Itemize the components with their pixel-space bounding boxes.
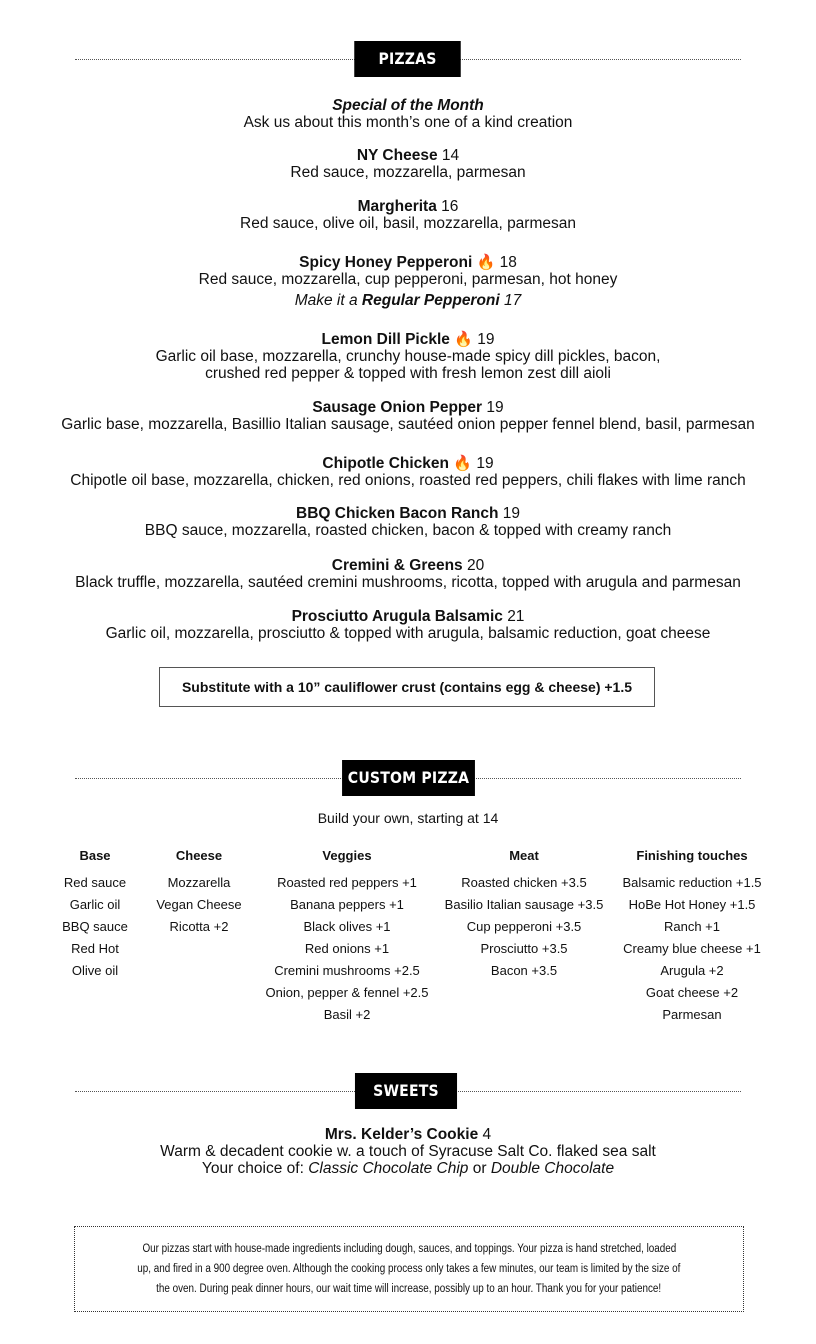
option: Mozzarella <box>167 875 231 890</box>
item-desc: Black truffle, mozzarella, sautéed cremini mushrooms, ricotta, topped with arugula and parmesan <box>75 574 741 591</box>
item-desc-line2: crushed red pepper & topped with fresh lemon zest dill aioli <box>205 365 611 382</box>
menu-item-sausage-onion-pepper <box>20 399 796 433</box>
item-desc: BBQ sauce, mozzarella, roasted chicken, bacon & topped with creamy ranch <box>144 522 672 539</box>
item-name: Spicy Honey Pepperoni <box>299 254 473 271</box>
fire-icon: 🔥 <box>476 254 496 271</box>
option: Red Hot <box>71 941 119 956</box>
alt-name: Regular Pepperoni <box>361 292 500 309</box>
item-price: 14 <box>441 147 460 164</box>
option: HoBe Hot Honey +1.5 <box>628 897 756 912</box>
menu-item-ny-cheese <box>20 147 796 181</box>
custom-pizza-section-header <box>75 760 741 796</box>
option: Basilio Italian sausage +3.5 <box>444 897 604 912</box>
option: Black olives +1 <box>303 919 391 934</box>
menu-item-chipotle-chicken <box>20 455 796 489</box>
alt-price: 17 <box>499 292 522 309</box>
column-heading: Meat <box>509 848 539 863</box>
option: Red onions +1 <box>304 941 390 956</box>
option: Arugula +2 <box>660 963 724 978</box>
item-price: 4 <box>482 1126 492 1143</box>
choice-prefix: Your choice of: <box>201 1160 309 1177</box>
item-price: 16 <box>441 198 459 215</box>
item-price: 19 <box>486 399 504 416</box>
item-price: 20 <box>467 557 485 574</box>
option: Roasted red peppers +1 <box>277 875 417 890</box>
sweets-section-header <box>75 1073 741 1109</box>
item-name: BBQ Chicken Bacon Ranch <box>296 505 499 522</box>
build-your-own-intro: Build your own, starting at 14 <box>317 810 499 826</box>
option: Balsamic reduction +1.5 <box>622 875 762 890</box>
item-price: 19 <box>502 505 520 522</box>
option: Onion, pepper & fennel +2.5 <box>265 985 429 1000</box>
item-price: 19 <box>476 455 494 472</box>
option: Cremini mushrooms +2.5 <box>274 963 420 978</box>
column-veggies <box>250 848 444 1026</box>
item-price: 19 <box>477 331 495 348</box>
section-title-custom-pizza: CUSTOM PIZZA <box>342 760 475 796</box>
option: Garlic oil <box>69 897 121 912</box>
option: Goat cheese +2 <box>645 985 739 1000</box>
section-title-sweets: SWEETS <box>355 1073 457 1109</box>
option: Parmesan <box>662 1007 722 1022</box>
item-desc: Garlic oil base, mozzarella, crunchy house-made spicy dill pickles, bacon, <box>155 348 661 365</box>
item-desc: Red sauce, olive oil, basil, mozzarella, parmesan <box>240 215 576 232</box>
fire-icon: 🔥 <box>454 331 473 348</box>
option: Creamy blue cheese +1 <box>623 941 761 956</box>
item-price: 18 <box>499 254 517 271</box>
item-name: Prosciutto Arugula Balsamic <box>291 608 503 625</box>
item-price: 21 <box>507 608 525 625</box>
fire-icon: 🔥 <box>453 455 473 472</box>
column-meat <box>434 848 614 982</box>
menu-item-cookie <box>20 1126 796 1177</box>
special-title: Special of the Month <box>332 97 484 114</box>
menu-item-spicy-honey-pepperoni <box>20 254 796 309</box>
item-desc: Red sauce, mozzarella, cup pepperoni, parmesan, hot honey <box>198 271 618 288</box>
item-desc: Red sauce, mozzarella, parmesan <box>290 164 526 181</box>
option: Banana peppers +1 <box>290 897 404 912</box>
menu-item-prosciutto-arugula-balsamic <box>20 608 796 642</box>
item-name: NY Cheese <box>356 147 438 164</box>
item-desc: Warm & decadent cookie w. a touch of Syracuse Salt Co. flaked sea salt <box>160 1143 656 1160</box>
pizzas-section-header <box>75 41 741 77</box>
option: Bacon +3.5 <box>490 963 558 978</box>
item-desc: Garlic base, mozzarella, Basillio Italian sausage, sautéed onion pepper fennel blend, basil, parmesan <box>61 416 755 433</box>
option: Red sauce <box>63 875 127 890</box>
column-heading: Veggies <box>322 848 372 863</box>
notice-line: up, and fired in a 900 degree oven. Although the cooking process only takes a few minutes, our team is limited by the size of <box>137 1263 681 1275</box>
column-cheese <box>146 848 252 938</box>
column-base <box>50 848 140 982</box>
special-desc: Ask us about this month’s one of a kind creation <box>243 114 573 131</box>
column-heading: Cheese <box>175 848 223 863</box>
notice-line: the oven. During peak dinner hours, our wait time will increase, possibly up to an hour. Thank you for your patience! <box>156 1283 662 1295</box>
item-name: Lemon Dill Pickle <box>321 331 450 348</box>
menu-item-bbq-chicken-bacon-ranch <box>20 505 796 539</box>
menu-item-cremini-greens <box>20 557 796 591</box>
cauliflower-crust-note: Substitute with a 10” cauliflower crust (contains egg & cheese) +1.5 <box>159 667 655 707</box>
item-desc: Garlic oil, mozzarella, prosciutto & topped with arugula, balsamic reduction, goat cheese <box>105 625 711 642</box>
item-name: Chipotle Chicken <box>322 455 450 472</box>
option: Cup pepperoni +3.5 <box>466 919 582 934</box>
menu-item-lemon-dill-pickle <box>20 331 796 382</box>
special-of-month <box>20 97 796 131</box>
section-title-pizzas: PIZZAS <box>354 41 460 77</box>
item-name: Margherita <box>357 198 437 215</box>
option: Prosciutto +3.5 <box>480 941 568 956</box>
regular-pepperoni-option <box>20 292 796 309</box>
item-name: Sausage Onion Pepper <box>312 399 483 416</box>
option: Ricotta +2 <box>169 919 229 934</box>
choice-classic: Classic Chocolate Chip <box>308 1160 469 1177</box>
column-heading: Base <box>79 848 111 863</box>
column-finishing-touches <box>608 848 776 1026</box>
menu-item-margherita <box>20 198 796 232</box>
column-heading: Finishing touches <box>636 848 748 863</box>
option: Roasted chicken +3.5 <box>461 875 587 890</box>
option: Olive oil <box>71 963 119 978</box>
wait-time-notice <box>74 1226 744 1312</box>
alt-prefix: Make it a <box>294 292 362 309</box>
cookie-choice <box>20 1160 796 1177</box>
option: Ranch +1 <box>663 919 720 934</box>
item-name: Cremini & Greens <box>331 557 463 574</box>
choice-or: or <box>468 1160 491 1177</box>
notice-line: Our pizzas start with house-made ingredients including dough, sauces, and toppings. Your pizza is hand stretched, loaded <box>142 1243 676 1255</box>
item-desc: Chipotle oil base, mozzarella, chicken, red onions, roasted red peppers, chili flakes with lime ranch <box>70 472 746 489</box>
option: BBQ sauce <box>62 919 128 934</box>
option: Basil +2 <box>323 1007 371 1022</box>
option: Vegan Cheese <box>156 897 242 912</box>
choice-double: Double Chocolate <box>490 1160 615 1177</box>
item-name: Mrs. Kelder’s Cookie <box>324 1126 479 1143</box>
